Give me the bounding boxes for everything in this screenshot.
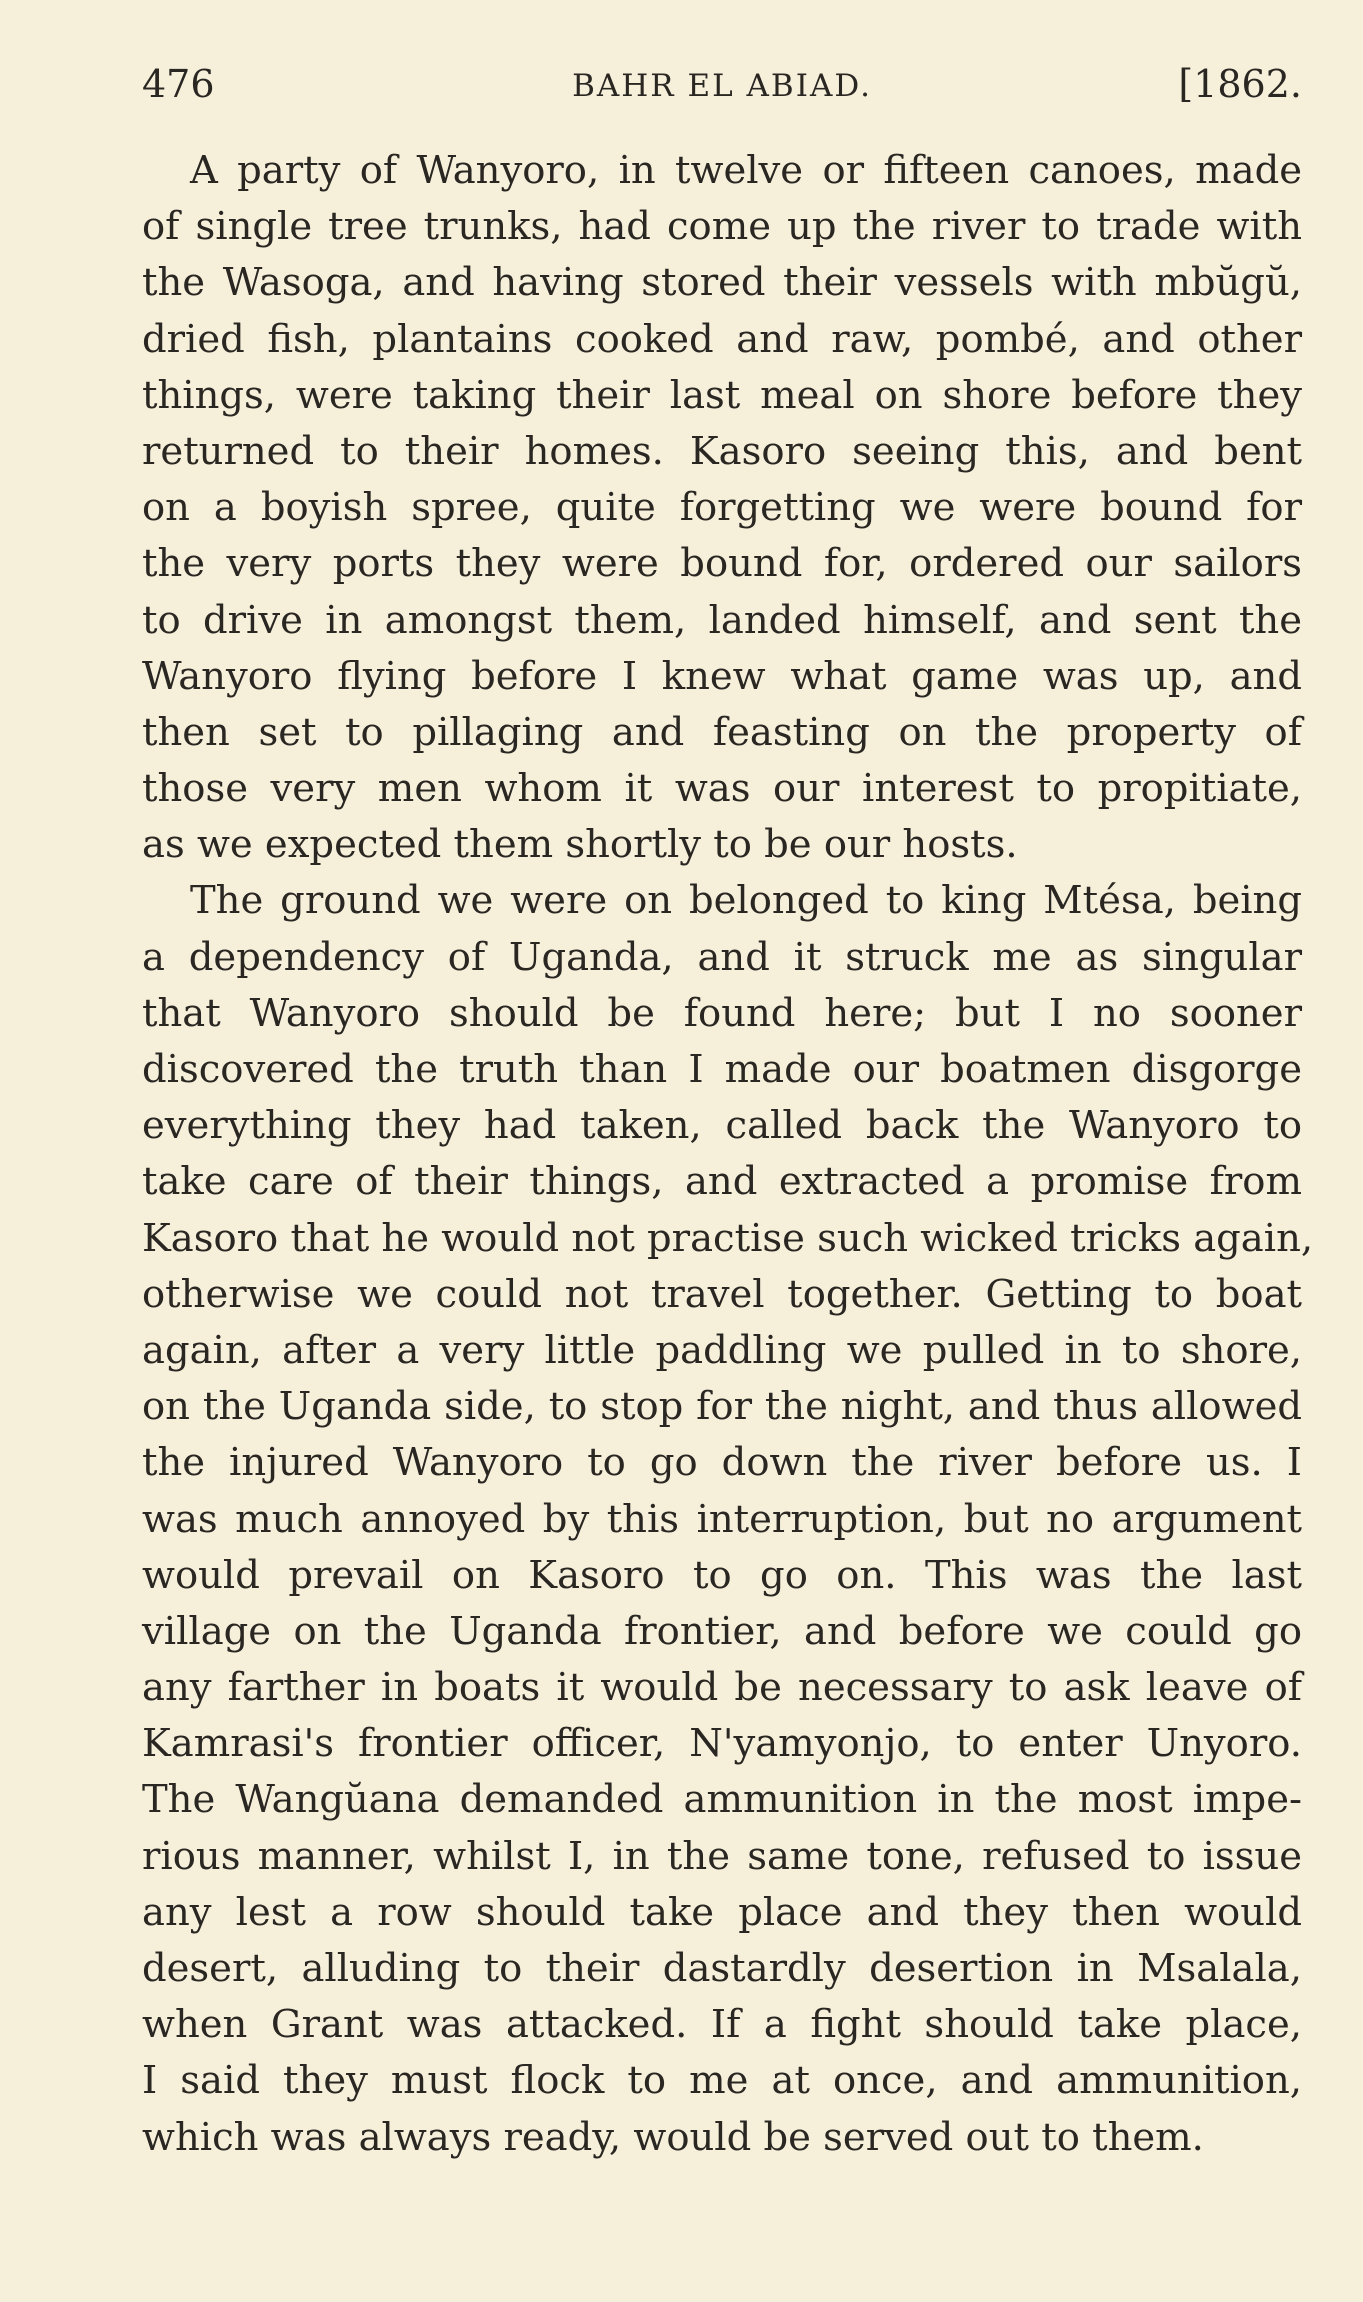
text-line: village on the Uganda frontier, and before we could go	[142, 1608, 1302, 1654]
text-line: would prevail on Kasoro to go on. This was the last	[142, 1552, 1302, 1598]
text-line: I said they must flock to me at once, and ammunition,	[142, 2058, 1302, 2104]
text-line: any farther in boats it would be necessary to ask leave of	[142, 1665, 1302, 1711]
page-number: 476	[142, 62, 215, 106]
text-line: the very ports they were bound for, ordered our sailors	[142, 541, 1302, 587]
text-line: the injured Wanyoro to go down the river before us. I	[142, 1440, 1302, 1486]
body-text	[142, 143, 1314, 2166]
paragraph	[142, 873, 1314, 2165]
text-line: returned to their homes. Kasoro seeing this, and bent	[142, 428, 1302, 474]
text-line: to drive in amongst them, landed himself, and sent the	[142, 597, 1302, 643]
paragraph	[142, 143, 1302, 873]
text-line: those very men whom it was our interest to propitiate,	[142, 766, 1302, 812]
text-line: A party of Wanyoro, in twelve or fifteen canoes, made	[190, 148, 1302, 193]
text-line: was much annoyed by this interruption, but no argument	[142, 1496, 1302, 1542]
text-line: dried fish, plantains cooked and raw, pombé, and other	[142, 316, 1302, 362]
text-line: desert, alluding to their dastardly desertion in Msalala,	[142, 1946, 1302, 1991]
text-line: that Wanyoro should be found here; but I no sooner	[142, 990, 1302, 1036]
running-head: BAHR EL ABIAD.	[572, 68, 872, 104]
text-line: of single tree trunks, had come up the river to trade with	[142, 204, 1302, 250]
text-line: everything they had taken, called back the Wanyoro to	[142, 1103, 1302, 1149]
text-line: again, after a very little paddling we pulled in to shore,	[142, 1327, 1302, 1373]
text-line: The ground we were on belonged to king Mtésa, being	[190, 878, 1302, 924]
text-line: Kamrasi's frontier officer, N'yamyonjo, to enter Unyoro.	[142, 1721, 1302, 1767]
text-line: The Wangŭana demanded ammunition in the most impe-	[142, 1777, 1302, 1823]
text-line: the Wasoga, and having stored their vessels with mbŭgŭ,	[142, 260, 1302, 306]
text-line: on a boyish spree, quite forgetting we were bound for	[142, 485, 1302, 531]
text-line: as we expected them shortly to be our hosts.	[142, 822, 1018, 868]
text-line: take care of their things, and extracted a promise from	[142, 1159, 1302, 1205]
header-year: [1862.	[1178, 62, 1302, 106]
text-line: Wanyoro flying before I knew what game was up, and	[142, 653, 1302, 699]
text-line: on the Uganda side, to stop for the night, and thus allowed	[142, 1384, 1302, 1430]
text-line: things, were taking their last meal on shore before they	[142, 372, 1302, 418]
text-line: any lest a row should take place and they then would	[142, 1889, 1302, 1935]
text-line: discovered the truth than I made our boatmen disgorge	[142, 1047, 1302, 1092]
page-header	[142, 48, 1302, 118]
text-line: a dependency of Uganda, and it struck me as singular	[142, 934, 1302, 980]
text-line: otherwise we could not travel together. Getting to boat	[142, 1271, 1302, 1317]
text-line: when Grant was attacked. If a fight should take place,	[142, 2002, 1302, 2048]
text-line: which was always ready, would be served out to them.	[142, 2114, 1204, 2160]
text-line: Kasoro that he would not practise such wicked tricks again,	[142, 1215, 1314, 1261]
text-line: rious manner, whilst I, in the same tone, refused to issue	[142, 1833, 1302, 1879]
text-line: then set to pillaging and feasting on the property of	[142, 709, 1302, 755]
